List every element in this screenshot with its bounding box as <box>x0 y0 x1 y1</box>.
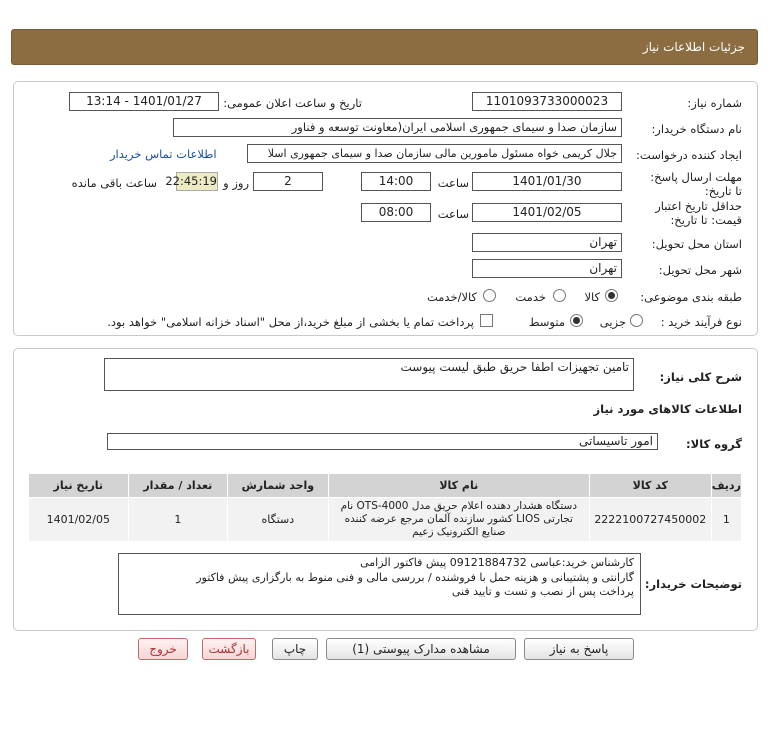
page-header <box>11 29 758 65</box>
category-radio-goods-service[interactable] <box>483 289 496 302</box>
creator-field: جلال کریمی خواه مسئول مامورین مالی سازمان صدا و سیمای جمهوری اسلا <box>247 144 622 163</box>
category-option-goods-service: کالا/خدمت <box>426 290 477 304</box>
summary-label: شرح کلی نیاز: <box>659 370 742 384</box>
need-number-label: شماره نیاز: <box>687 96 742 110</box>
need-number-field: 1101093733000023 <box>472 92 622 111</box>
buyer-org-field: سازمان صدا و سیمای جمهوری اسلامی ایران(معاونت توسعه و فناور <box>173 118 622 137</box>
validity-time-label: ساعت <box>437 207 469 221</box>
deadline-time-label: ساعت <box>437 176 469 190</box>
cell-date: 1401/02/05 <box>29 498 129 542</box>
deadline-date-field: 1401/01/30 <box>472 172 622 191</box>
province-label: استان محل تحویل: <box>651 237 742 251</box>
process-label: نوع فرآیند خرید : <box>660 315 742 329</box>
col-row: ردیف <box>711 474 741 498</box>
validity-label: حداقل تاریخ اعتبار قیمت: تا تاریخ: <box>655 199 742 227</box>
buyer-notes-label: توضیحات خریدار: <box>644 577 742 591</box>
goods-info-title: اطلاعات کالاهای مورد نیاز <box>593 402 742 416</box>
buyer-notes-field <box>118 553 641 615</box>
buyer-notes-line-3: پرداخت پس از نصب و تست و تایید فنی <box>451 585 634 598</box>
validity-time-field: 08:00 <box>361 203 431 222</box>
category-option-service: خدمت <box>515 290 546 304</box>
city-label: شهر محل تحویل: <box>658 263 742 277</box>
print-button[interactable]: چاپ <box>272 638 318 660</box>
process-radio-medium[interactable] <box>570 314 583 327</box>
buyer-contact-link[interactable]: اطلاعات تماس خریدار <box>110 147 217 161</box>
cell-unit: دستگاه <box>228 498 329 542</box>
col-name: نام کالا <box>328 474 589 498</box>
category-radio-service[interactable] <box>553 289 566 302</box>
goods-group-label: گروه کالا: <box>686 437 742 451</box>
col-unit: واحد شمارش <box>228 474 329 498</box>
remaining-time-field: 22:45:19 <box>176 172 218 191</box>
summary-field: تامین تجهیزات اطفا حریق طبق لیست پیوست <box>104 358 634 391</box>
buyer-org-label: نام دستگاه خریدار: <box>651 122 742 136</box>
province-field: تهران <box>472 233 622 252</box>
buyer-notes-line-2: گارانتی و پشتیبانی و هزینه حمل با فروشنده / بررسی مالی و فنی منوط به بارگزاری پیش فاکتور <box>196 570 634 584</box>
process-radio-minor[interactable] <box>630 314 643 327</box>
cell-code: 2222100727450002 <box>590 498 712 542</box>
cell-row: 1 <box>711 498 741 542</box>
days-field: 2 <box>253 172 323 191</box>
exit-button[interactable]: خروج <box>138 638 188 660</box>
view-attachments-button[interactable]: مشاهده مدارک پیوستی (1) <box>326 638 516 660</box>
col-qty: تعداد / مقدار <box>128 474 228 498</box>
deadline-label: مهلت ارسال پاسخ: تا تاریخ: <box>650 170 742 198</box>
category-radio-goods[interactable] <box>605 289 618 302</box>
city-field: تهران <box>472 259 622 278</box>
process-option-medium: متوسط <box>528 315 565 329</box>
cell-name: دستگاه هشدار دهنده اعلام حریق مدل OTS-4000 نام تجارتی LIOS کشور سازنده آلمان مرجع عرضه کننده صنایع الکترونیک زعیم <box>328 498 589 542</box>
back-button[interactable]: بازگشت <box>202 638 256 660</box>
category-option-goods: کالا <box>584 290 600 304</box>
process-option-minor: جزیی <box>599 315 626 329</box>
table-header-row <box>29 474 742 498</box>
creator-label: ایجاد کننده درخواست: <box>636 148 742 162</box>
reply-button[interactable]: پاسخ به نیاز <box>524 638 634 660</box>
deadline-time-field: 14:00 <box>361 172 431 191</box>
days-label: روز و <box>223 176 249 190</box>
page-title: جزئیات اطلاعات نیاز <box>642 40 745 54</box>
col-code: کد کالا <box>590 474 712 498</box>
category-label: طبقه بندی موضوعی: <box>640 290 742 304</box>
payment-note: پرداخت تمام یا بخشی از مبلغ خرید،از محل "اسناد خزانه اسلامی" خواهد بود. <box>107 315 474 329</box>
col-date: تاریخ نیاز <box>29 474 129 498</box>
announce-label: تاریخ و ساعت اعلان عمومی: <box>223 96 362 110</box>
treasury-payment-checkbox[interactable] <box>480 314 493 327</box>
goods-group-field: امور تاسیساتی <box>107 433 658 450</box>
announce-field: 1401/01/27 - 13:14 <box>69 92 219 111</box>
cell-qty: 1 <box>128 498 228 542</box>
items-table <box>28 473 742 542</box>
buyer-notes-line-1: کارشناس خرید:عباسی 09121884732 پیش فاکتور الزامی <box>360 556 634 569</box>
table-row <box>29 498 742 542</box>
validity-date-field: 1401/02/05 <box>472 203 622 222</box>
remaining-label: ساعت باقی مانده <box>71 176 157 190</box>
